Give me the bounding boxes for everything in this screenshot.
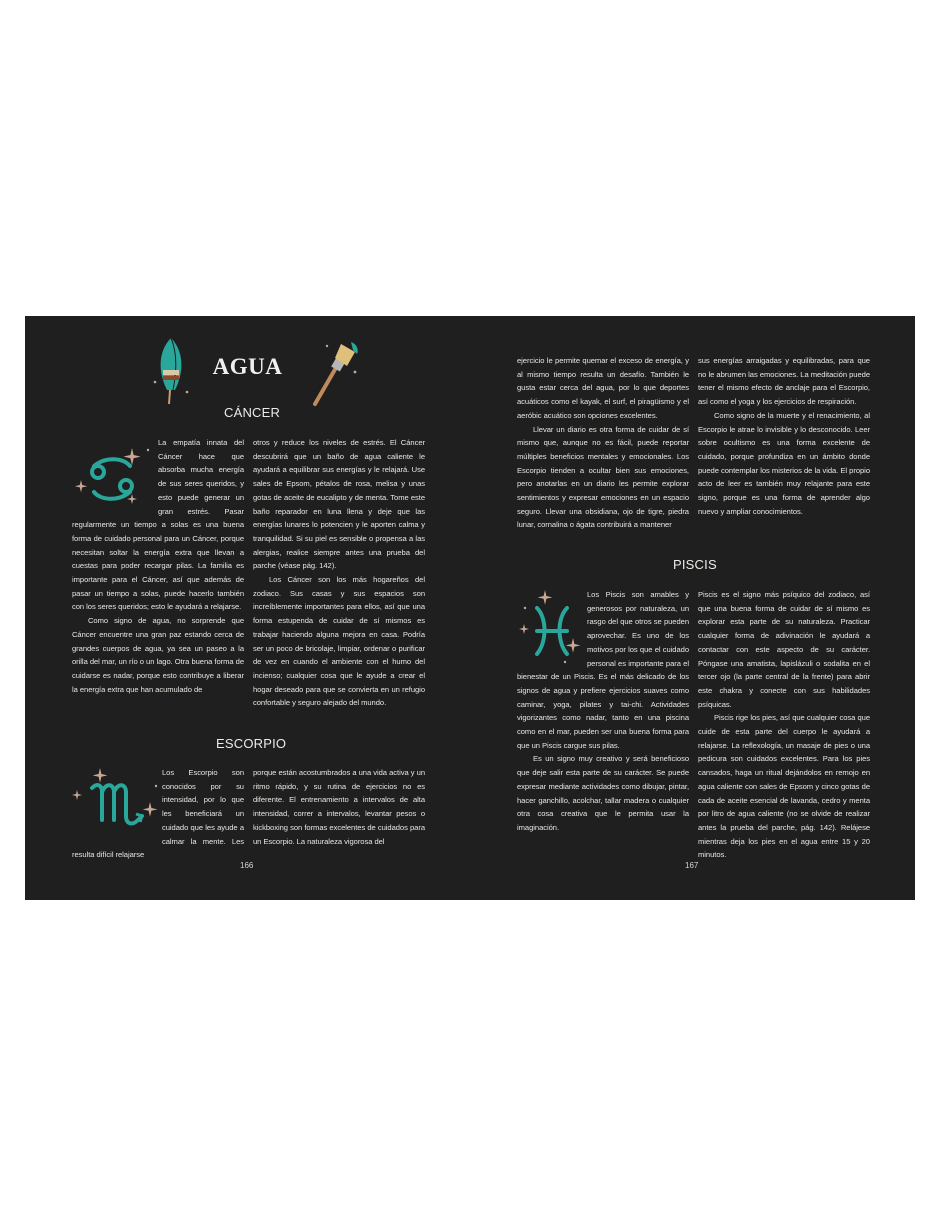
cancer-column-2 (253, 436, 425, 710)
escorpio-column-2 (253, 766, 425, 848)
escorpio-cont-paragraph-4: Como signo de la muerte y el renacimiento, al Escorpio le atrae lo invisible y lo desconocido. Leer sobre ocultismo es una forma excelente de cuidado, porque profundiza en un ámbito donde puede contemplar los misterios de la vida. El propio acto de leer es también muy relajante para este signo, porque es una forma de aprender algo nuevo y ampliar conocimientos. (698, 410, 870, 516)
book-spread (25, 316, 915, 900)
escorpio-cont-paragraph-1: ejercicio le permite quemar el exceso de energía, y al mismo tiempo resulta un desafío. También le gusta estar cerca del agua, por lo que deportes acuáticos como el kayak, el surf, el piragüismo y el aeróbic acuático son opciones excelentes. (517, 356, 689, 420)
cancer-paragraph-1: La empatía innata del Cáncer hace que absorba mucha energía de sus seres queridos, y esto puede generar un gran estrés. Pasar regularmente un tiempo a solas es una buena forma de cuidado personal para un Cáncer, porque necesitan soltar la energía extra que llevan a cuestas para poder recargar pilas. La familia es importante para el Cáncer, así que además de pasar un tiempo a solas, puede hacerlo también con los seres queridos; esto le ayudará a relajarse. (72, 438, 244, 612)
escorpio-cont-column-1 (517, 354, 689, 532)
piscis-paragraph-1: Los Piscis son amables y generosos por naturaleza, un rasgo del que otros se pueden aprovechar. Es uno de los motivos por los que el cuidado personal es importante para el bienestar de un Piscis. Es el más delicado de los signos de agua y prefiere ejercicios suaves como caminar, yoga, pilates y tai-chi. Actividades vigorizantes como nadar, tanto en una piscina como en el mar, pueden ser una buena forma para que un Piscis cargue sus pilas. (517, 590, 689, 750)
paintbrush-icon (307, 338, 363, 410)
piscis-paragraph-2: Es un signo muy creativo y será beneficioso que deje salir esta parte de su carácter. Se puede expresar mediante actividades como dibujar, pintar, hacer ganchillo, acolchar, tallar madera o cualquier otra cosa creativa que le permita usar la imaginación. (517, 754, 689, 832)
section-title-piscis: PISCIS (673, 557, 717, 572)
cancer-paragraph-3: otros y reduce los niveles de estrés. El Cáncer descubrirá que un baño de agua caliente le ayudará a equilibrar sus energías y le relajará. Use sales de Epsom, pétalos de rosa, melisa y unas gotas de aceite de eucalipto y de menta. Tome este baño reparador en luna llena y deje que las energías lunares lo potencien y le aporten calma y tranquilidad. Si su piel es sensible o propensa a las alergias, realice siempre antes una prueba del parche (véase pág. 142). (253, 438, 425, 571)
escorpio-column-1 (72, 766, 244, 862)
escorpio-paragraph-1: Los Escorpio son conocidos por su intensidad, por lo que les beneficiará un cuidado que les ayude a calmar la mente. Les resulta difícil relajarse (72, 768, 244, 860)
page-number-right: 167 (685, 861, 699, 870)
left-page (25, 316, 470, 900)
page-number-left: 166 (240, 861, 254, 870)
cancer-glyph-icon (72, 436, 158, 514)
escorpio-cont-paragraph-2: Llevar un diario es otra forma de cuidar de sí mismo que, aunque no es fácil, puede reportar múltiples beneficios mentales y emocionales. Los Escorpio tienden a ocultar bien sus emociones, pero anotarlas en un diario les permite explorar sentimientos y expresar emociones en un espacio seguro. Llevar una obsidiana, ojo de tigre, piedra lunar, cornalina o ágata contribuirá a mantener (517, 424, 689, 530)
section-title-escorpio: ESCORPIO (216, 736, 287, 751)
escorpio-paragraph-2: porque están acostumbrados a una vida activa y un ritmo rápido, y su rutina de ejercicios no es diferente. El entrenamiento a intervalos de alta intensidad, correr a intervalos, levantar pesos o kickboxing son formas excelentes de cuidados para un Escorpio. La naturaleza vigorosa del (253, 768, 425, 846)
piscis-column-1 (517, 588, 689, 835)
scorpio-glyph-icon (72, 766, 162, 836)
pisces-glyph-icon (517, 588, 587, 670)
escorpio-cont-column-2 (698, 354, 870, 518)
piscis-column-2 (698, 588, 870, 862)
piscis-paragraph-4: Piscis rige los pies, así que cualquier cosa que cuide de esta parte del cuerpo le ayudará a relajarse. La reflexología, un masaje de pies o una pedicura son cuidados excelentes. Para los pies cansados, haga un ritual dejándolos en remojo en agua caliente con sales de Epsom y cinco gotas de cada de aceite esencial de lavanda, cedro y menta por litro de agua caliente (no se olvide de realizar antes la prueba del parche, pág. 142). Relájese mientras deja los pies en el agua entre 15 y 20 minutos. (698, 713, 870, 860)
right-page (470, 316, 915, 900)
cancer-column-1 (72, 436, 244, 696)
piscis-paragraph-3: Piscis es el signo más psíquico del zodiaco, así que una buena forma de cuidar de sí mismo es explorar esta parte de su naturaleza. Practicar cualquier forma de adivinación le ayudará a contactar con este aspecto de su carácter. Póngase una amatista, lapislázuli o sodalita en el tercer ojo (la parte central de la frente) para abrir este chakra y conecte con sus habilidades psíquicas. (698, 590, 870, 709)
cancer-paragraph-2: Como signo de agua, no sorprende que Cáncer encuentre una gran paz estando cerca de grandes cuerpos de agua, ya sea un paseo a la orilla del mar, un río o un lago. Otra buena forma de cuidarse es nadar, porque esto contribuye a liberar la energía extra que han acumulado de (72, 616, 244, 694)
cancer-paragraph-4: Los Cáncer son los más hogareños del zodiaco. Sus casas y sus espacios son increíblemente importantes para ellos, así que una forma estupenda de cuidar de sí mismos es trabajar haciendo alguna mejora en casa. Podría ser un poco de bricolaje, limpiar, ordenar o purificar de vez en cuando el ambiente con el humo del incienso; cualquier cosa que le ayude a crear el hogar deseado para que se convierta en un refugio confortable y seguro alejado del mundo. (253, 575, 425, 708)
escorpio-cont-paragraph-3: sus energías arraigadas y equilibradas, para que no le abrumen las emociones. La meditación puede tener el mismo efecto de anclaje para el Escorpio, así como el yoga y los ejercicios de respiración. (698, 356, 870, 407)
section-title-cancer: CÁNCER (224, 405, 281, 420)
chapter-title: AGUA (212, 354, 283, 379)
